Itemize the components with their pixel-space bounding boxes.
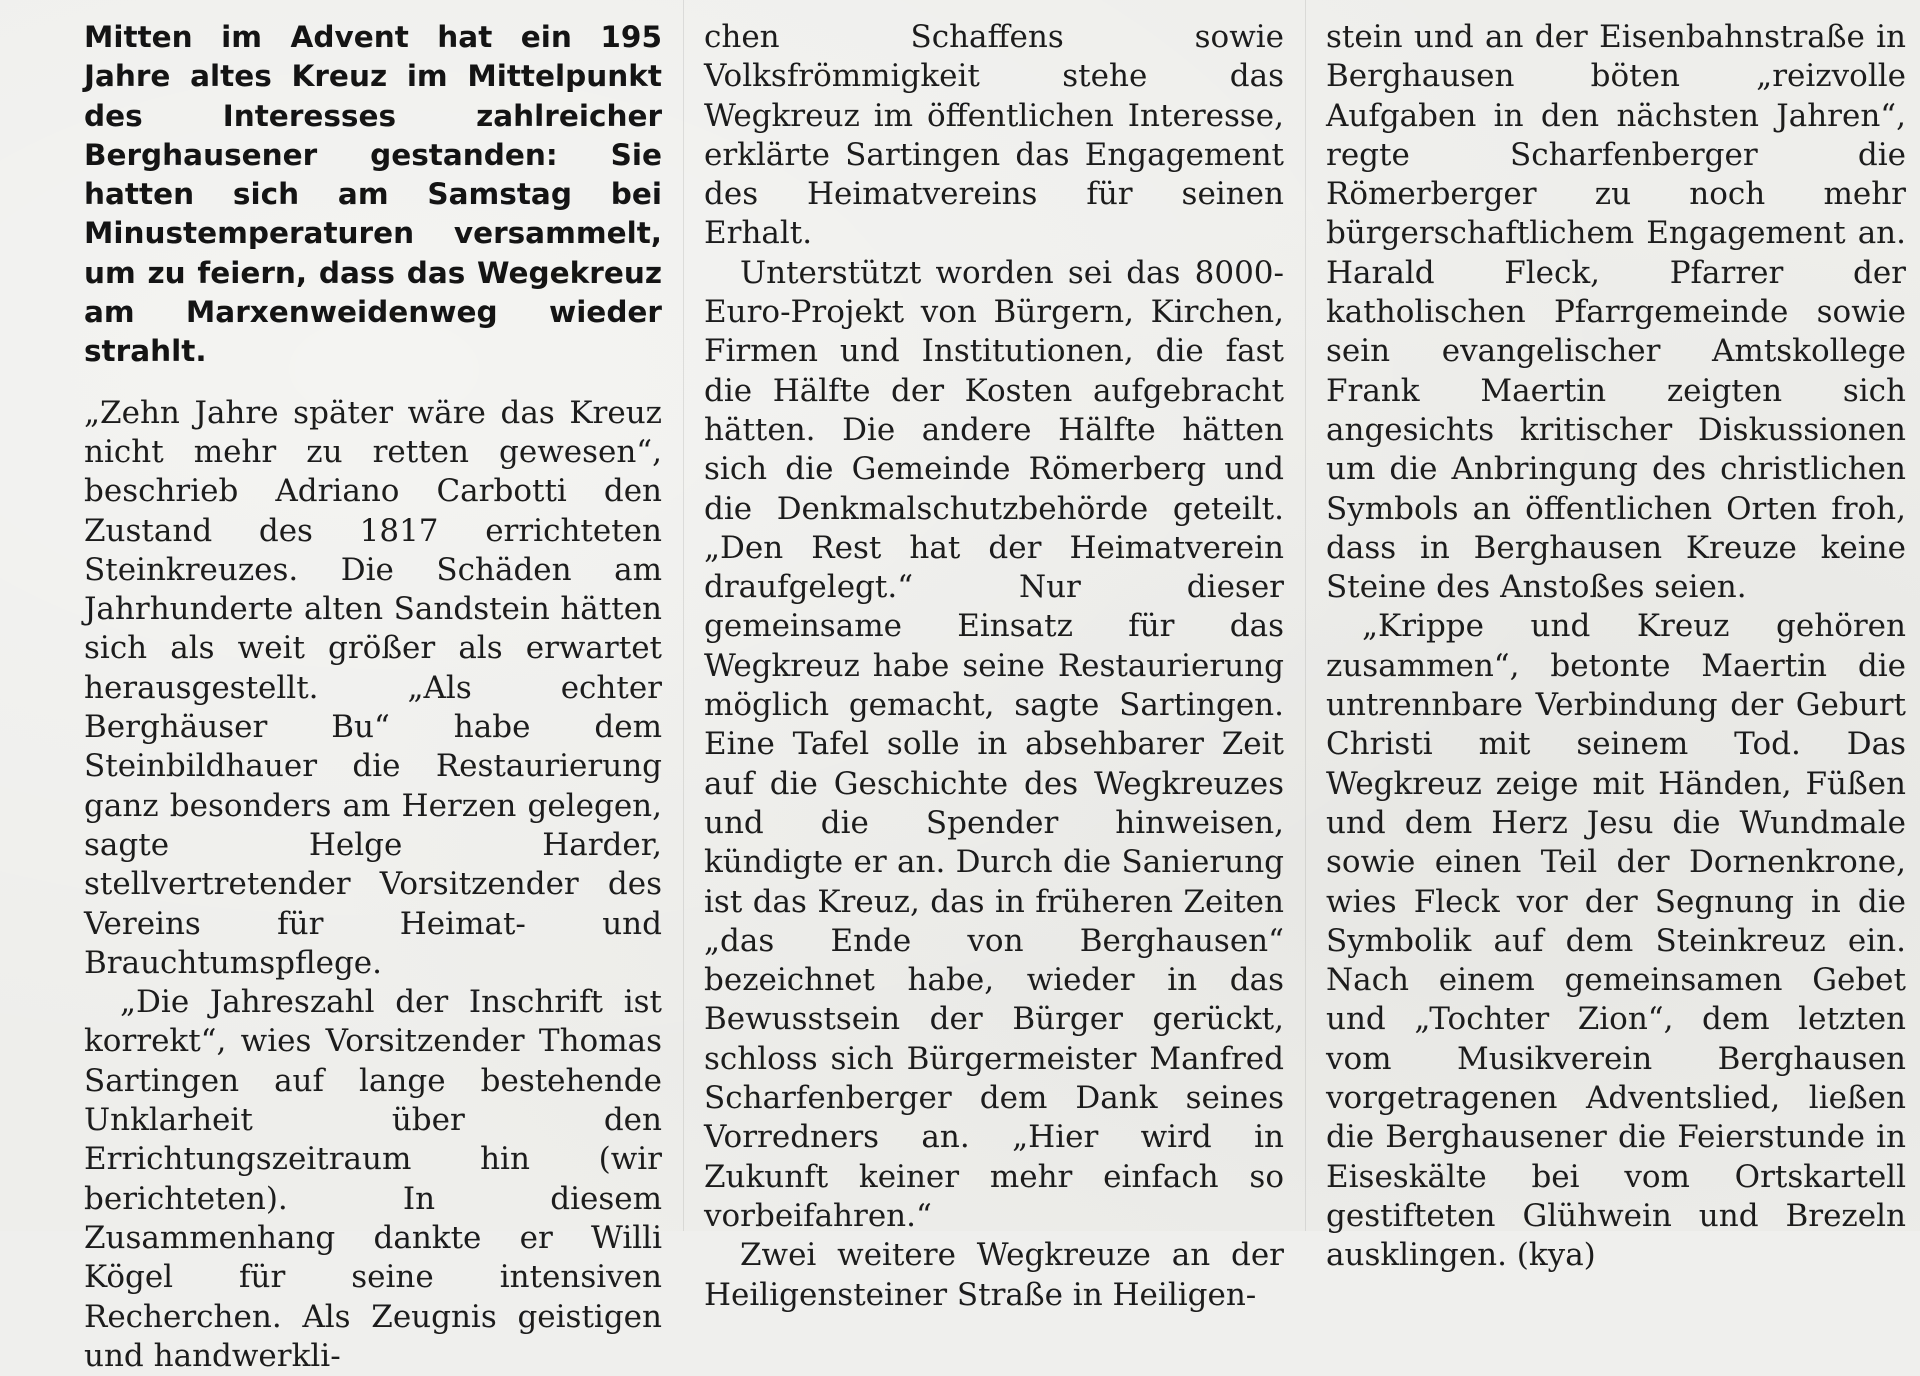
article-paragraph: „Krippe und Kreuz gehören zusammen“, betonte Maertin die untrennbare Verbindung der Geburt Christi mit seinem Tod. Das Wegkreuz zeige mit Händen, Füßen und dem Herz Jesu die Wundmale sowie einen Teil der Dornenkrone, wies Fleck vor der Segnung in die Symbolik auf dem Steinkreuz ein. Nach einem gemeinsamen Gebet und „Tochter Zion“, dem letzten vom Musikverein Berghausen vorgetragenen Adventslied, ließen die Berghausener die Feierstunde in Eiseskälte bei vom Ortskartell gestifteten Glühwein und Brezeln ausklingen. (kya) — [1326, 608, 1906, 1274]
article-paragraph: Unterstützt worden sei das 8000-Euro-Projekt von Bürgern, Kirchen, Firmen und Institutionen, die fast die Hälfte der Kosten aufgebracht hätten. Die andere Hälfte hätten sich die Gemeinde Römerberg und die Denkmalschutzbehörde geteilt. „Den Rest hat der Heimatverein draufgelegt.“ Nur dieser gemeinsame Einsatz für das Wegkreuz habe seine Restaurierung möglich gemacht, sagte Sartingen. Eine Tafel solle in absehbarer Zeit auf die Geschichte des Wegkreuzes und die Spender hinweisen, kündigte er an. Durch die Sanierung ist das Kreuz, das in früheren Zeiten „das Ende von Berghausen“ bezeichnet habe, wieder in das Bewusstsein der Bürger gerückt, schloss sich Bürgermeister Manfred Scharfenberger dem Dank seines Vorredners an. „Hier wird in Zukunft keiner mehr einfach so vorbeifahren.“ — [704, 254, 1284, 1234]
article-lead: Mitten im Advent hat ein 195 Jahre altes Kreuz im Mittelpunkt des Interesses zahlreicher Berghausener gestanden: Sie hatten sich am Samstag bei Minustemperaturen versammelt, um zu feiern, dass das Wegekreuz am Marxenweidenweg wieder strahlt. — [84, 20, 662, 369]
article-paragraph: stein und an der Eisenbahnstraße in Berghausen böten „reizvolle Aufgaben in den nächsten Jahren“, regte Scharfenberger die Römerberger zu noch mehr bürgerschaftlichem Engagement an. Harald Fleck, Pfarrer der katholischen Pfarrgemeinde sowie sein evangelischer Amtskollege Frank Maertin zeigten sich angesichts kritischer Diskussionen um die Anbringung des christlichen Symbols an öffentlichen Orten froh, dass in Berghausen Kreuze keine Steine des Anstoßes seien. — [1326, 19, 1906, 606]
article-column-1 — [84, 18, 662, 1376]
article-paragraph: chen Schaffens sowie Volksfrömmigkeit stehe das Wegkreuz im öffentlichen Interesse, erklärte Sartingen das Engagement des Heimatvereins für seinen Erhalt. — [704, 19, 1284, 252]
article-column-2 — [704, 18, 1284, 1315]
column-divider — [1305, 0, 1306, 1231]
article-paragraph: „Die Jahreszahl der Inschrift ist korrekt“, wies Vorsitzender Thomas Sartingen auf lange bestehende Unklarheit über den Errichtungszeitraum hin (wir berichteten). In diesem Zusammenhang dankte er Willi Kögel für seine intensiven Recherchen. Als Zeugnis geistigen und handwerkli- — [84, 984, 662, 1374]
column-divider — [683, 0, 684, 1231]
article-paragraph: Zwei weitere Wegkreuze an der Heiligensteiner Straße in Heiligen- — [704, 1237, 1284, 1313]
article-column-3 — [1326, 18, 1906, 1276]
article-paragraph: „Zehn Jahre später wäre das Kreuz nicht mehr zu retten gewesen“, beschrieb Adriano Carbotti den Zustand des 1817 errichteten Steinkreuzes. Die Schäden am Jahrhunderte alten Sandstein hätten sich als weit größer als erwartet herausgestellt. „Als echter Berghäuser Bu“ habe dem Steinbildhauer die Restaurierung ganz besonders am Herzen gelegen, sagte Helge Harder, stellvertretender Vorsitzender des Vereins für Heimat- und Brauchtumspflege. — [84, 394, 662, 981]
